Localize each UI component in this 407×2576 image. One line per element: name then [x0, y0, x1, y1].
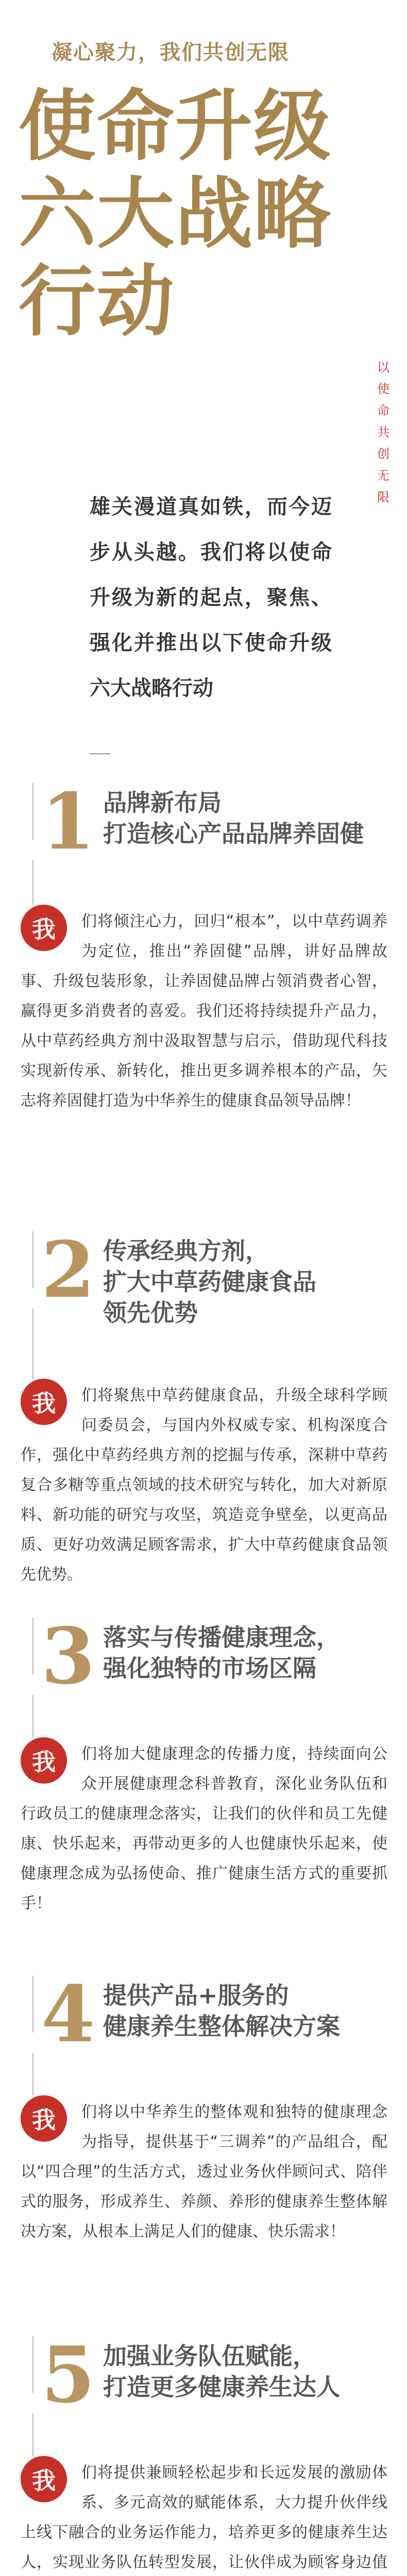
vertical-tagline	[373, 361, 392, 512]
section-text: 们将聚焦中草药健康食品，升级全球科学顾问委员会，与国内外权威专家、机构深度合作，强化中草药经典方剂的挖掘与传承，深耕中草药复合多糖等重点领域的技术研究与转化，加大对新原料、新功能的研究与攻坚，筑造竞争壁垒，以更高品质、更好功效满足顾客需求，扩大中草药健康食品领先优势。	[21, 1386, 387, 1584]
section-body	[21, 907, 387, 1116]
section-number: 1	[41, 776, 95, 867]
seal-badge: 我	[21, 905, 67, 951]
section-text: 们将倾注心力，回归“根本”，以中草药调养为定位，推出“养固健”品牌，讲好品牌故事、升级包装形象，让养固健品牌占领消费者心智，赢得更多消费者的喜爱。我们还将持续提升产品力，从中草药经典方剂中汲取智慧与启示，借助现代科技实现新传承、新转化，推出更多调养根本的产品，矢志将养固健打造为中华养生的健康食品领导品牌！	[21, 912, 387, 1110]
section-title-line: 加强业务队伍赋能，	[103, 2342, 316, 2370]
vertical-rule	[32, 2053, 33, 2095]
vertical-rule	[32, 783, 33, 840]
section-text: 们将提供兼顾轻松起步和长远发展的激励体系、多元高效的赋能体系，大力提升伙伴线上线下融合的业务运作能力，培养更多的健康养生达人，实现业务队伍转型发展，让伙伴成为顾客身边值	[21, 2464, 387, 2571]
main-title-line-1: 使命升级	[19, 81, 332, 172]
section-number: 3	[41, 1611, 95, 1702]
seal-badge: 我	[21, 1737, 67, 1784]
main-title-line-2: 六大战略	[19, 168, 332, 259]
vertical-rule	[32, 860, 33, 905]
seal-badge: 我	[21, 2456, 67, 2502]
section-title-line: 打造更多健康养生达人	[103, 2373, 340, 2401]
section-number: 5	[41, 2330, 95, 2420]
vertical-rule	[32, 2414, 33, 2456]
header-subtitle: 凝心聚力，我们共创无限	[52, 40, 290, 64]
section-title	[103, 2341, 392, 2402]
intro-divider	[90, 753, 110, 754]
vertical-rule	[32, 1695, 33, 1737]
seal-badge: 我	[21, 2095, 67, 2142]
section-title	[103, 787, 392, 849]
intro-paragraph: 雄关漫道真如铁，而今迈步从头越。我们将以使命升级为新的起点，聚焦、强化并推出以下使命升级六大战略行动	[90, 495, 332, 700]
section-text: 们将加大健康理念的传播力度，持续面向公众开展健康理念科普教育，深化业务队伍和行政员工的健康理念落实，让我们的伙伴和员工先健康、快乐起来，再带动更多的人也健康快乐起来，使健康理念成为弘扬使命、推广健康生活方式的重要抓手！	[21, 1745, 387, 1912]
vertical-rule	[32, 2336, 33, 2393]
section-number: 4	[41, 1969, 95, 2060]
vertical-rule	[32, 1231, 33, 1288]
vertical-rule	[32, 1618, 33, 1674]
section-title-line: 落实与传播健康理念，	[103, 1623, 340, 1651]
vertical-tagline-text: 以使命共创无限	[375, 361, 389, 512]
section-body	[21, 1381, 387, 1590]
vertical-rule	[32, 1309, 33, 1379]
section-body	[21, 2097, 387, 2247]
section-title	[103, 1622, 392, 1684]
seal-badge: 我	[21, 1379, 67, 1425]
main-title-line-3: 行动	[19, 256, 176, 347]
section-title-line: 强化独特的市场区隔	[103, 1654, 316, 1682]
section-title-line: 传承经典方剂，	[103, 1237, 269, 1265]
section-title-line: 健康养生整体解决方案	[103, 2012, 340, 2040]
section-title-line: 扩大中草药健康食品	[103, 1268, 316, 1296]
section-text: 们将以中华养生的整体观和独特的健康理念为指导，提供基于“三调养”的产品组合，配以“四合理”的生活方式，透过业务伙伴顾问式、陪伴式的服务，形成养生、养颜、养形的健康养生整体解决方案，从根本上满足人们的健康、快乐需求！	[21, 2103, 387, 2241]
section-title-line: 品牌新布局	[103, 789, 222, 817]
section-title-line: 打造核心产品品牌养固健	[103, 820, 364, 848]
section-title	[103, 1980, 392, 2042]
section-title-line: 提供产品+服务的	[103, 1981, 289, 2009]
section-title	[103, 1235, 392, 1328]
section-number: 2	[41, 1225, 95, 1315]
section-title-line: 领先优势	[103, 1299, 198, 1327]
section-body	[21, 1739, 387, 1919]
vertical-rule	[32, 1976, 33, 2032]
section-body	[21, 2458, 387, 2576]
